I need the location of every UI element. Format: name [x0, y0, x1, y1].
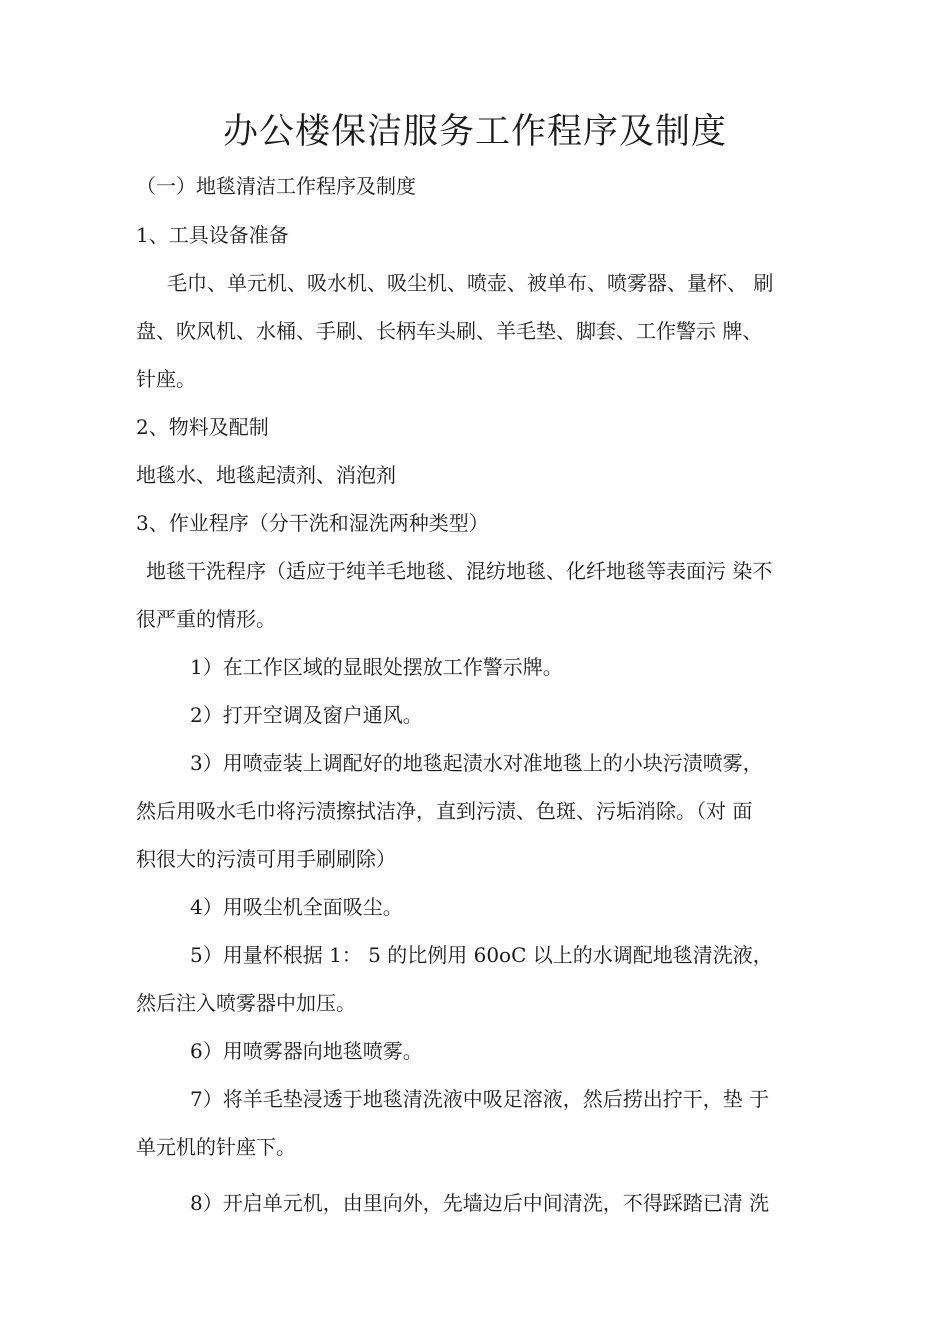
step-4: 4）用吸尘机全面吸尘。: [190, 895, 403, 919]
section-heading: （一）地毯清洁工作程序及制度: [136, 174, 416, 198]
document-title: 办公楼保洁服务工作程序及制度: [222, 112, 727, 152]
item-heading-procedure: 3、作业程序（分干洗和湿洗两种类型）: [136, 511, 489, 535]
step-3: 3）用喷壶装上调配好的地毯起渍水对准地毯上的小块污渍喷雾，: [190, 751, 763, 775]
step-7: 单元机的针座下。: [136, 1135, 296, 1159]
step-6: 6）用喷雾器向地毯喷雾。: [190, 1039, 423, 1063]
step-1: 1）在工作区域的显眼处摆放工作警示牌。: [190, 655, 563, 679]
step-5: 5）用量杯根据 1： 5 的比例用 60oC 以上的水调配地毯清洗液，: [190, 943, 773, 967]
dry-clean-intro: 很严重的情形。: [136, 607, 276, 631]
step-3: 积很大的污渍可用手刷刷除）: [136, 847, 396, 871]
materials-list: 地毯水、地毯起渍剂、消泡剂: [136, 463, 396, 487]
step-3: 然后用吸水毛巾将污渍擦拭洁净，直到污渍、色斑、污垢消除。（对 面: [136, 799, 753, 823]
step-7: 7）将羊毛垫浸透于地毯清洗液中吸足溶液，然后捞出拧干，垫 于: [190, 1087, 770, 1111]
item-heading-tools: 1、工具设备准备: [136, 223, 289, 247]
item-heading-materials: 2、物料及配制: [136, 415, 269, 439]
step-8: 8）开启单元机，由里向外，先墙边后中间清洗，不得踩踏已清 洗: [190, 1191, 770, 1215]
tools-list-line: 毛巾、单元机、吸水机、吸尘机、喷壶、被单布、喷雾器、量杯、 刷: [167, 271, 774, 295]
dry-clean-intro: 地毯干洗程序（适应于纯羊毛地毯、混纺地毯、化纤地毯等表面污 染不: [146, 559, 773, 583]
step-2: 2）打开空调及窗户通风。: [190, 703, 423, 727]
step-5: 然后注入喷雾器中加压。: [136, 991, 356, 1015]
tools-list-line: 盘、吹风机、水桶、手刷、长柄车头刷、羊毛垫、脚套、工作警示 牌、: [136, 319, 763, 343]
tools-list-line: 针座。: [136, 367, 196, 391]
